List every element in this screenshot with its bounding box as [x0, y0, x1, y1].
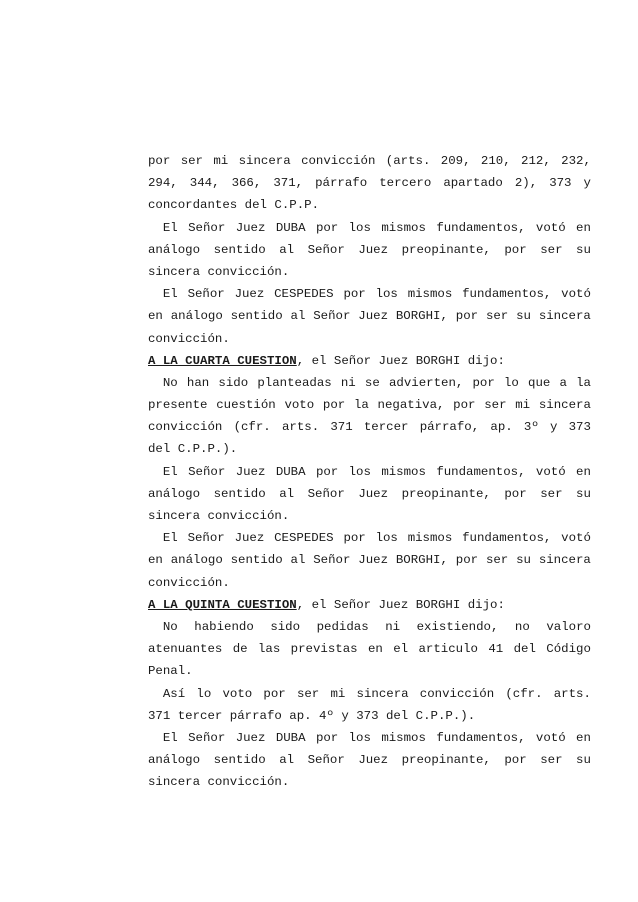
- word: Señor: [313, 553, 351, 568]
- text-line: [148, 461, 591, 483]
- word: la: [576, 375, 591, 390]
- word: no: [514, 619, 530, 634]
- word: por: [322, 398, 346, 413]
- word: en: [576, 220, 591, 235]
- word: por: [472, 375, 495, 390]
- word: en: [367, 642, 383, 657]
- word: El: [148, 531, 178, 546]
- word: por: [315, 220, 339, 235]
- word: mismos: [407, 287, 453, 302]
- word: planteadas: [257, 375, 332, 390]
- word: presente: [148, 398, 208, 413]
- text-line: [148, 505, 591, 527]
- word: El: [148, 220, 178, 235]
- word: mismos: [381, 730, 426, 745]
- word: ser: [180, 154, 203, 168]
- word: previstas: [290, 642, 358, 657]
- word: por: [455, 309, 479, 324]
- word: convicción: [148, 420, 223, 435]
- word: sincera: [538, 553, 591, 568]
- word: preopinante,: [401, 753, 491, 768]
- word: los: [348, 220, 371, 235]
- word: párrafo,: [419, 420, 480, 435]
- section-heading-rest: , el Señor Juez BORGHI dijo:: [296, 353, 505, 368]
- word: DUBA: [275, 220, 306, 235]
- word: ser: [484, 398, 507, 413]
- word: al: [279, 486, 295, 501]
- word: en: [576, 730, 591, 745]
- word: ser: [485, 309, 509, 324]
- word: su: [516, 553, 531, 568]
- line-text: Penal.: [148, 664, 193, 679]
- word: tercer: [363, 420, 409, 435]
- word: se: [364, 375, 380, 390]
- word: sentido: [230, 553, 283, 568]
- text-line: [148, 727, 591, 749]
- word: El: [148, 287, 178, 302]
- word: valoro: [546, 619, 591, 634]
- word: Juez: [234, 287, 265, 302]
- word: en: [148, 553, 163, 568]
- word: lo: [503, 375, 519, 390]
- word: su: [576, 753, 591, 768]
- word: Juez: [234, 531, 265, 546]
- word: y: [583, 176, 591, 191]
- word: Señor: [307, 753, 345, 768]
- word: pedidas: [316, 619, 369, 634]
- word: Juez: [358, 753, 389, 768]
- word: 373: [568, 420, 591, 435]
- word: (cfr.: [505, 686, 543, 701]
- word: su: [516, 309, 531, 324]
- word: fundamentos,: [462, 531, 552, 546]
- word: 232,: [561, 154, 591, 168]
- text-line: [148, 394, 591, 416]
- word: de: [232, 642, 248, 657]
- section-heading-line: [148, 350, 591, 372]
- text-line: [148, 683, 591, 705]
- text-line: [148, 194, 591, 216]
- word: 210,: [480, 154, 511, 168]
- text-line: [148, 305, 591, 327]
- word: BORGHI,: [395, 309, 448, 324]
- text-line: [148, 549, 591, 571]
- word: El: [148, 464, 178, 479]
- word: 366,: [231, 176, 262, 191]
- word: No: [148, 619, 178, 634]
- word: preopinante,: [401, 486, 491, 501]
- text-line: [148, 749, 591, 771]
- word: Juez: [358, 309, 389, 324]
- word: por: [148, 154, 171, 168]
- word: Señor: [187, 531, 225, 546]
- text-line: [148, 705, 591, 727]
- word: sentido: [213, 486, 266, 501]
- word: sentido: [213, 753, 266, 768]
- word: por: [315, 730, 339, 745]
- word: y: [549, 420, 558, 435]
- line-text: sincera convicción.: [148, 264, 290, 279]
- text-line: [148, 638, 591, 660]
- word: Señor: [307, 242, 345, 257]
- word: Código: [546, 642, 591, 657]
- word: sincera: [538, 309, 591, 324]
- word: ap.: [490, 420, 513, 435]
- word: votó: [561, 287, 591, 302]
- word: fundamentos,: [436, 220, 526, 235]
- text-line: [148, 372, 591, 394]
- text-line: [148, 416, 591, 438]
- word: convicción: [419, 686, 495, 701]
- word: habiendo: [194, 619, 254, 634]
- text-line: [148, 771, 591, 793]
- text-line: [148, 217, 591, 239]
- word: del: [513, 642, 536, 657]
- text-line: [148, 438, 591, 460]
- word: ni: [340, 375, 356, 390]
- word: votó: [561, 531, 591, 546]
- word: (arts.: [385, 154, 431, 168]
- line-text: concordantes del C.P.P.: [148, 198, 320, 213]
- section-heading: A LA QUINTA CUESTION: [148, 597, 297, 612]
- word: sincera: [238, 154, 291, 168]
- word: DUBA: [275, 464, 306, 479]
- section-heading-rest: , el Señor Juez BORGHI dijo:: [296, 597, 505, 612]
- word: 212,: [521, 154, 551, 168]
- text-line: [148, 172, 591, 194]
- word: análogo: [170, 553, 223, 568]
- word: 371: [330, 420, 353, 435]
- word: ser: [296, 686, 320, 701]
- word: su: [576, 486, 591, 501]
- word: ni: [385, 619, 401, 634]
- text-line: [148, 572, 591, 594]
- text-line: [148, 261, 591, 283]
- word: 371,: [273, 176, 304, 191]
- text-line: [148, 527, 591, 549]
- word: Juez: [358, 242, 389, 257]
- word: atenuantes: [148, 642, 223, 657]
- word: análogo: [148, 753, 201, 768]
- word: sido: [218, 375, 249, 390]
- line-text: sincera convicción.: [148, 775, 290, 790]
- word: ser: [540, 753, 563, 768]
- word: voto: [284, 398, 315, 413]
- word: CESPEDES: [274, 531, 334, 546]
- word: sincera: [538, 398, 591, 413]
- word: la: [353, 398, 369, 413]
- word: que: [528, 375, 551, 390]
- word: por: [455, 553, 479, 568]
- word: por: [343, 531, 366, 546]
- word: mi: [213, 154, 229, 168]
- word: mismos: [381, 464, 426, 479]
- word: análogo: [170, 309, 223, 324]
- word: a: [559, 375, 567, 390]
- line-text: sincera convicción.: [148, 509, 290, 523]
- word: análogo: [148, 242, 201, 257]
- word: cuestión: [216, 398, 276, 413]
- word: DUBA: [275, 730, 306, 745]
- text-line: [148, 483, 591, 505]
- word: votó: [535, 464, 566, 479]
- word: Juez: [235, 730, 266, 745]
- word: sentido: [213, 242, 266, 257]
- word: el: [393, 642, 409, 657]
- word: por: [504, 486, 527, 501]
- word: al: [290, 553, 306, 568]
- word: por: [343, 287, 366, 302]
- word: 344,: [189, 176, 220, 191]
- word: voto: [222, 686, 253, 701]
- word: fundamentos,: [462, 287, 552, 302]
- document-body: [148, 150, 591, 793]
- word: por: [453, 398, 476, 413]
- word: ser: [540, 486, 563, 501]
- word: votó: [535, 220, 566, 235]
- word: (cfr.: [233, 420, 271, 435]
- word: 209,: [440, 154, 471, 168]
- line-text: del C.P.P.).: [148, 442, 238, 457]
- word: existiendo,: [416, 619, 499, 634]
- word: al: [279, 753, 295, 768]
- text-line: [148, 660, 591, 682]
- word: tercero: [379, 176, 432, 191]
- word: los: [375, 531, 398, 546]
- word: Así: [148, 686, 186, 701]
- word: apartado: [443, 176, 503, 191]
- word: párrafo: [315, 176, 368, 191]
- word: su: [576, 242, 591, 257]
- word: los: [375, 287, 398, 302]
- word: han: [186, 375, 210, 390]
- word: análogo: [148, 486, 201, 501]
- word: los: [348, 464, 371, 479]
- word: lo: [196, 686, 212, 701]
- word: negativa,: [377, 398, 445, 413]
- word: en: [576, 464, 591, 479]
- word: sincera: [356, 686, 409, 701]
- word: votó: [535, 730, 566, 745]
- section-heading-line: [148, 594, 591, 616]
- line-text: 371 tercer párrafo ap. 4º y 373 del C.P.P.).: [148, 708, 476, 723]
- word: al: [290, 309, 306, 324]
- word: 294,: [148, 176, 178, 191]
- word: 41: [488, 642, 504, 657]
- word: convicción: [301, 154, 376, 168]
- word: mi: [515, 398, 531, 413]
- word: advierten,: [388, 375, 464, 390]
- word: sido: [270, 619, 301, 634]
- word: Juez: [358, 553, 389, 568]
- word: mismos: [381, 220, 426, 235]
- word: mi: [330, 686, 346, 701]
- word: ser: [485, 553, 509, 568]
- line-text: convicción.: [148, 331, 230, 346]
- word: en: [148, 309, 163, 324]
- text-line: [148, 239, 591, 261]
- word: Juez: [358, 486, 389, 501]
- word: mismos: [407, 531, 453, 546]
- word: por: [263, 686, 286, 701]
- word: al: [279, 242, 295, 257]
- word: fundamentos,: [436, 464, 526, 479]
- word: fundamentos,: [436, 730, 526, 745]
- text-line: [148, 283, 591, 305]
- section-heading: A LA CUARTA CUESTION: [148, 353, 297, 368]
- word: por: [504, 242, 527, 257]
- word: articulo: [418, 642, 478, 657]
- text-line: [148, 150, 591, 172]
- word: 2),: [514, 176, 538, 191]
- word: 3º: [523, 420, 539, 435]
- word: Señor: [188, 730, 226, 745]
- word: CESPEDES: [274, 287, 334, 302]
- word: Señor: [188, 220, 226, 235]
- word: No: [148, 375, 178, 390]
- word: BORGHI,: [395, 553, 448, 568]
- word: las: [257, 642, 281, 657]
- word: por: [315, 464, 339, 479]
- word: ser: [540, 242, 563, 257]
- word: Señor: [188, 464, 226, 479]
- word: Juez: [235, 220, 266, 235]
- word: por: [504, 753, 527, 768]
- text-line: [148, 328, 591, 350]
- word: los: [348, 730, 371, 745]
- word: arts.: [281, 420, 320, 435]
- line-text: convicción.: [148, 575, 230, 590]
- word: arts.: [553, 686, 591, 701]
- word: sentido: [230, 309, 283, 324]
- word: preopinante,: [401, 242, 491, 257]
- word: El: [148, 730, 178, 745]
- word: Señor: [313, 309, 351, 324]
- word: Juez: [235, 464, 266, 479]
- word: Señor: [307, 486, 345, 501]
- word: Señor: [187, 287, 225, 302]
- word: 373: [549, 176, 572, 191]
- text-line: [148, 616, 591, 638]
